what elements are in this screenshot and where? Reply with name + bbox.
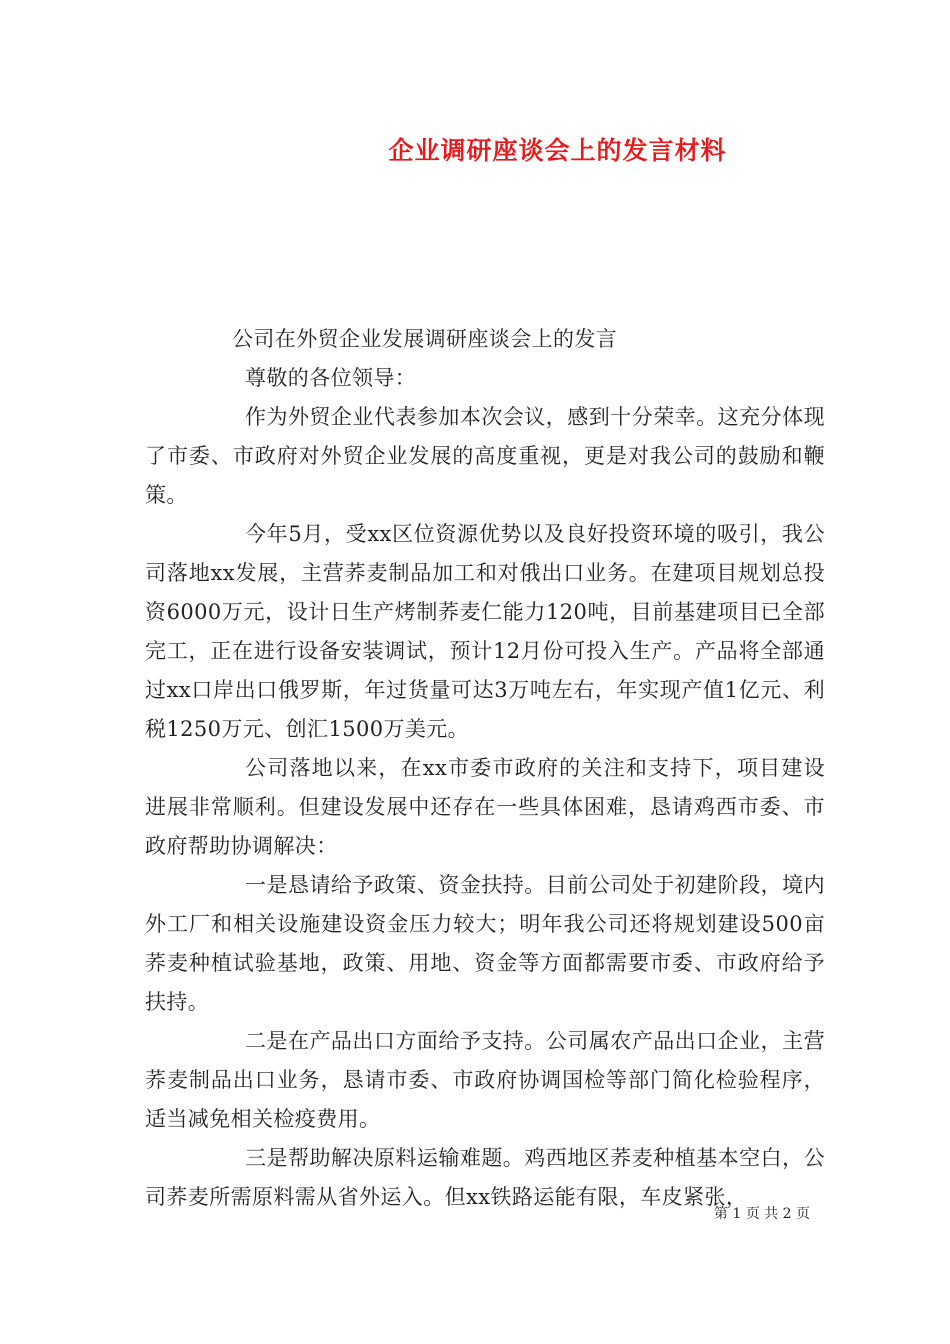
salutation: 尊敬的各位领导： [245,366,417,390]
page-number: 第 1 页 共 2 页 [713,1206,810,1222]
speech-subtitle: 公司在外贸企业发展调研座谈会上的发言 [232,327,618,351]
paragraph-difficulties: 公司落地以来，在xx市委市政府的关注和支持下，项目建设进展非常顺利。但建设发展中还存在一些具体困难，恳请鸡西市委、市政府帮助协调解决： [145,756,825,858]
paragraph-request-2: 二是在产品出口方面给予支持。公司属农产品出口企业，主营荞麦制品出口业务，恳请市委、市政府协调国检等部门简化检验程序，适当减免相关检疫费用。 [145,1029,825,1131]
paragraph-request-1: 一是恳请给予政策、资金扶持。目前公司处于初建阶段，境内外工厂和相关设施建设资金压力较大；明年我公司还将规划建设500亩荞麦种植试验基地，政策、用地、资金等方面都需要市委、市政府给予扶持。 [145,873,825,1014]
document-title: 企业调研座谈会上的发言材料 [388,136,727,165]
paragraph-request-3: 三是帮助解决原料运输难题。鸡西地区荞麦种植基本空白，公司荞麦所需原料需从省外运入。但xx铁路运能有限，车皮紧张， [145,1146,825,1209]
paragraph-company-overview: 今年5月，受xx区位资源优势以及良好投资环境的吸引，我公司落地xx发展，主营荞麦制品加工和对俄出口业务。在建项目规划总投资6000万元，设计日生产烤制荞麦仁能力120吨，目前基建项目已全部完工，正在进行设备安装调试，预计12月份可投入生产。产品将全部通过xx口岸出口俄罗斯，年过货量可达3万吨左右，年实现产值1亿元、利税1250万元、创汇1500万美元。 [145,522,825,741]
document-body [145,320,825,1217]
paragraph-intro: 作为外贸企业代表参加本次会议，感到十分荣幸。这充分体现了市委、市政府对外贸企业发展的高度重视，更是对我公司的鼓励和鞭策。 [145,405,825,507]
